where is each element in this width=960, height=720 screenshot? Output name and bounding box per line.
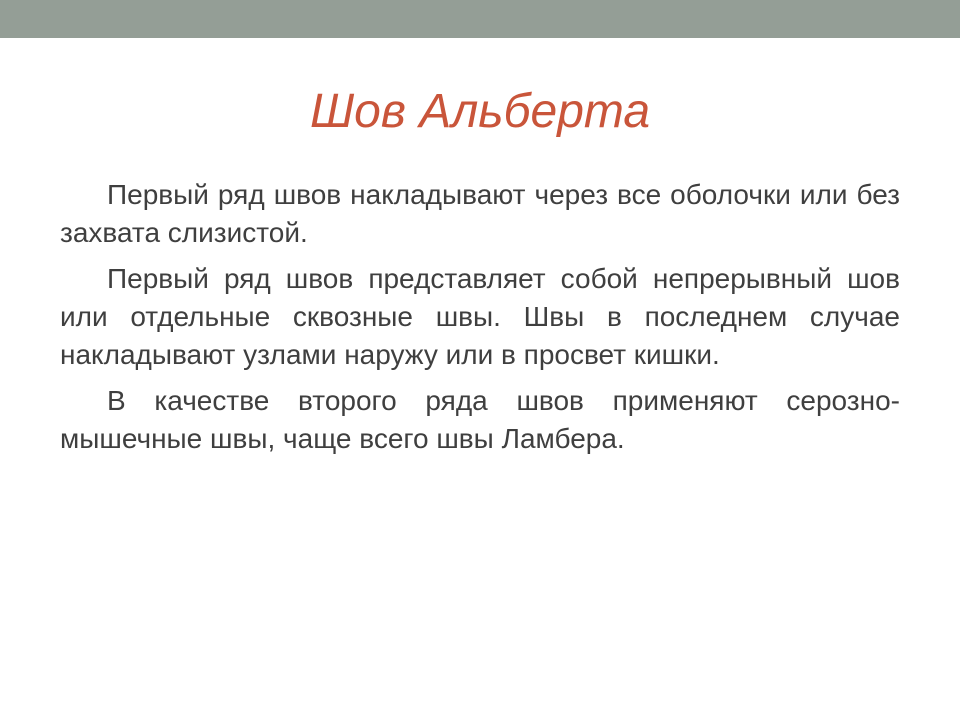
paragraph-first-row: Первый ряд швов накладывают через все оболочки или без захвата слизистой. [60,179,900,248]
slide-title: Шов Альберта [309,85,651,138]
paragraph-second-row: В качестве второго ряда швов применяют серозно-мышечные швы, чаще всего швы Ламбера. [60,385,900,454]
top-decorative-bar [0,0,960,38]
slide-body [60,176,900,466]
paragraph-continuous-suture: Первый ряд швов представляет собой непрерывный шов или отдельные сквозные швы. Швы в последнем случае накладывают узлами наружу или в просвет кишки. [60,263,900,370]
